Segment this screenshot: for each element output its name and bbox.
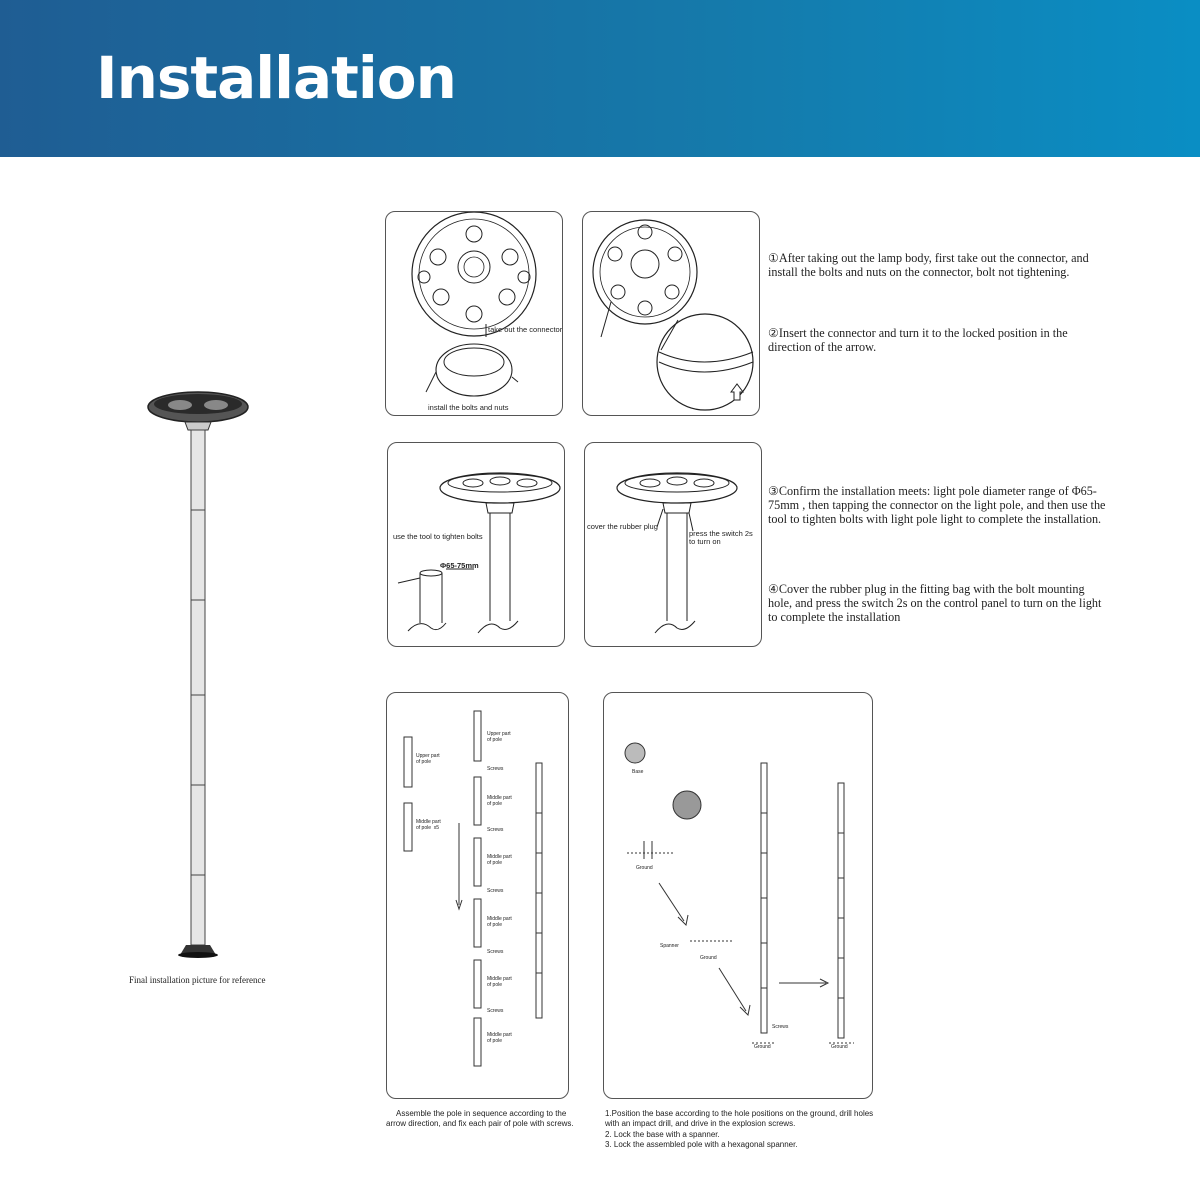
- label-press-switch: press the switch 2s: [689, 529, 753, 538]
- step2-text: ②Insert the connector and turn it to the locked position in the direction of the arrow.: [768, 326, 1068, 354]
- label-middle-4: Middle part of pole: [487, 976, 512, 988]
- label-screws-2: Screws: [487, 827, 504, 833]
- page-title: Installation: [96, 44, 456, 112]
- step3-text: ③Confirm the installation meets: light pole diameter range of Φ65-75mm , then tapping the connector on the light pole, and then use the tool to tighten bolts with light pole light to complete the installation.: [768, 484, 1106, 526]
- label-install-bolts: install the bolts and nuts: [428, 403, 509, 412]
- label-middle-2: Middle part of pole: [487, 854, 512, 866]
- pole-assembly-panel: [386, 692, 569, 1099]
- base-install-caption-1: 1.Position the base according to the hole positions on the ground, drill holes with an impact drill, and drive in the explosion screws.: [605, 1109, 874, 1128]
- label-middle-1: Middle part of pole: [487, 795, 512, 807]
- base-install-caption-3: 3. Lock the assembled pole with a hexagonal spanner.: [605, 1140, 798, 1149]
- label-turn-on: to turn on: [689, 537, 721, 546]
- step2-panel: [582, 211, 760, 416]
- label-diameter: Φ65-75mm: [440, 561, 479, 570]
- final-picture-caption: Final installation picture for reference: [129, 975, 266, 985]
- label-spanner: Spanner: [660, 943, 679, 949]
- step1-text: ①After taking out the lamp body, first take out the connector, and install the bolts and nuts on the connector, bolt not tightening.: [768, 251, 1089, 279]
- label-screws-5: Screws: [487, 1008, 504, 1014]
- label-screws-3: Screws: [487, 888, 504, 894]
- pole-assembly-caption: Assemble the pole in sequence according to the arrow direction, and fix each pair of pole with screws.: [386, 1109, 574, 1128]
- label-ground-3: Ground: [754, 1044, 771, 1050]
- base-install-diagram: [604, 693, 872, 1098]
- step4-panel: [584, 442, 762, 647]
- connector-diagram: [386, 212, 562, 415]
- label-middle-3: Middle part of pole: [487, 916, 512, 928]
- final-pole-illustration: [140, 385, 260, 960]
- pole-assembly-diagram: [387, 693, 568, 1098]
- label-middle-part-x5: Middle part of pole x5: [416, 819, 441, 831]
- tighten-bolts-diagram: [388, 443, 564, 646]
- label-ground-4: Ground: [831, 1044, 848, 1050]
- label-screws-4: Screws: [487, 949, 504, 955]
- label-cover-rubber-plug: cover the rubber plug: [587, 522, 658, 531]
- label-screws-1: Screws: [487, 766, 504, 772]
- label-seq-upper: Upper part of pole: [487, 731, 511, 743]
- step1-panel: [385, 211, 563, 416]
- header-banner: [0, 0, 1200, 157]
- label-tighten-bolts: use the tool to tighten bolts: [393, 532, 483, 541]
- base-install-caption-2: 2. Lock the base with a spanner.: [605, 1130, 720, 1139]
- step4-text: ④Cover the rubber plug in the fitting bag with the bolt mounting hole, and press the switch 2s on the control panel to turn on the light to complete the installation: [768, 582, 1102, 624]
- lock-connector-diagram: [583, 212, 759, 415]
- label-ground-2: Ground: [700, 955, 717, 961]
- label-screws: Screws: [772, 1024, 789, 1030]
- rubber-plug-diagram: [585, 443, 761, 646]
- base-install-panel: [603, 692, 873, 1099]
- label-upper-part: Upper part of pole: [416, 753, 440, 765]
- label-take-out-connector: take out the connector: [488, 325, 563, 334]
- label-ground-1: Ground: [636, 865, 653, 871]
- step3-panel: [387, 442, 565, 647]
- label-base: Base: [632, 769, 644, 775]
- label-middle-5: Middle part of pole: [487, 1032, 512, 1044]
